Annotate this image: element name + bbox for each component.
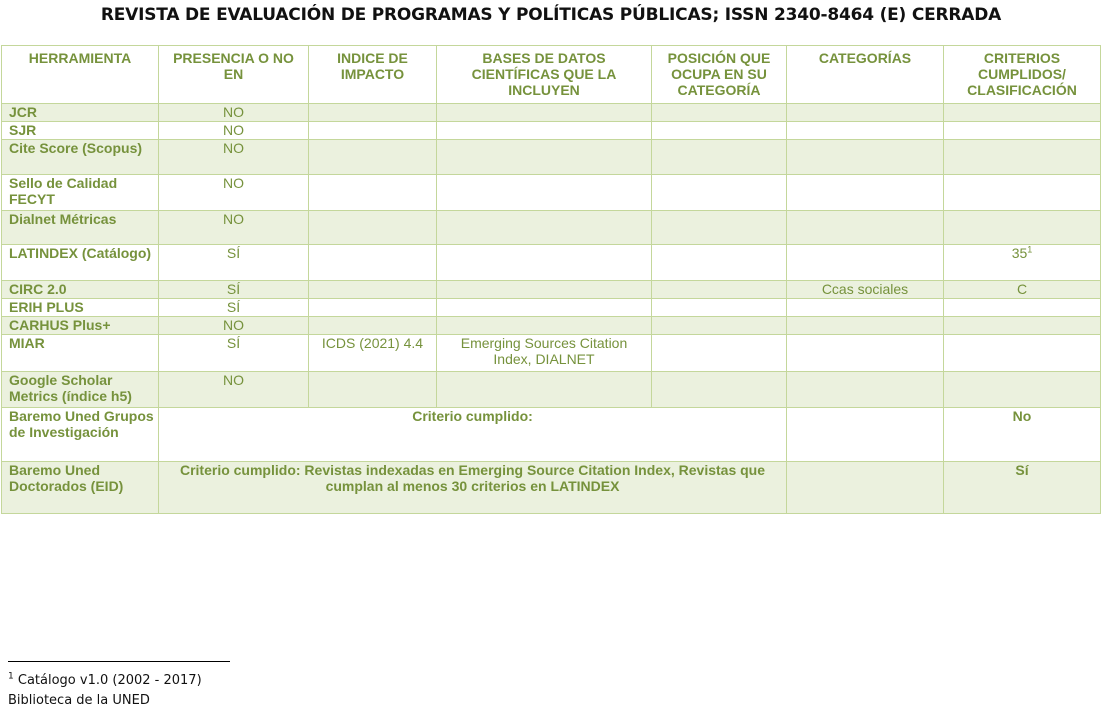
impact-cell: ICDS (2021) 4.4	[309, 335, 437, 372]
footnote-text: Catálogo v1.0 (2002 - 2017)	[17, 673, 202, 688]
categories-cell	[787, 372, 944, 408]
tool-cell: Baremo Uned Doctorados (EID)	[2, 462, 159, 514]
header-posicion: POSICIÓN QUE OCUPA EN SU CATEGORÍA	[652, 46, 787, 104]
impact-cell	[309, 140, 437, 175]
criteria-cell	[944, 140, 1101, 175]
impact-cell	[309, 299, 437, 317]
position-cell	[652, 372, 787, 408]
tool-cell: JCR	[2, 104, 159, 122]
table-row	[2, 211, 1101, 245]
result-cell: No	[944, 408, 1101, 462]
categories-cell	[787, 462, 944, 514]
tool-cell: Cite Score (Scopus)	[2, 140, 159, 175]
presence-cell: SÍ	[159, 299, 309, 317]
criteria-cell	[944, 335, 1101, 372]
table-row	[2, 140, 1101, 175]
position-cell	[652, 211, 787, 245]
table-row	[2, 104, 1101, 122]
tool-cell: CARHUS Plus+	[2, 317, 159, 335]
criteria-cell	[944, 299, 1101, 317]
tool-cell: Dialnet Métricas	[2, 211, 159, 245]
header-criterios: CRITERIOS CUMPLIDOS/ CLASIFICACIÓN	[944, 46, 1101, 104]
databases-cell	[437, 122, 652, 140]
criteria-cell	[944, 175, 1101, 211]
result-cell: Sí	[944, 462, 1101, 514]
presence-cell: SÍ	[159, 335, 309, 372]
tool-cell: SJR	[2, 122, 159, 140]
position-cell	[652, 299, 787, 317]
databases-cell	[437, 175, 652, 211]
header-presencia: PRESENCIA O NO EN	[159, 46, 309, 104]
impact-cell	[309, 245, 437, 281]
criteria-value: 35	[1011, 245, 1028, 261]
categories-cell	[787, 408, 944, 462]
table-row	[2, 281, 1101, 299]
table-row	[2, 317, 1101, 335]
categories-cell	[787, 140, 944, 175]
categories-cell: Ccas sociales	[787, 281, 944, 299]
presence-cell: NO	[159, 211, 309, 245]
categories-cell	[787, 122, 944, 140]
criteria-cell	[944, 104, 1101, 122]
criteria-cell	[944, 317, 1101, 335]
presence-cell: SÍ	[159, 281, 309, 299]
impact-cell	[309, 372, 437, 408]
tool-cell: Sello de Calidad FECYT	[2, 175, 159, 211]
tool-cell: ERIH PLUS	[2, 299, 159, 317]
databases-cell	[437, 104, 652, 122]
header-herramienta: HERRAMIENTA	[2, 46, 159, 104]
tool-cell: MIAR	[2, 335, 159, 372]
impact-cell	[309, 104, 437, 122]
impact-cell	[309, 211, 437, 245]
table-row	[2, 335, 1101, 372]
header-indice-impacto: INDICE DE IMPACTO	[309, 46, 437, 104]
presence-cell: NO	[159, 317, 309, 335]
table-row	[2, 245, 1101, 281]
footnote	[8, 673, 202, 688]
categories-cell	[787, 299, 944, 317]
databases-cell	[437, 140, 652, 175]
impact-cell	[309, 281, 437, 299]
criteria-cell	[944, 122, 1101, 140]
categories-cell	[787, 317, 944, 335]
baremo-row	[2, 408, 1101, 462]
footnote-marker: 1	[8, 671, 14, 682]
databases-cell: Emerging Sources Citation Index, DIALNET	[437, 335, 652, 372]
databases-cell	[437, 299, 652, 317]
databases-cell	[437, 245, 652, 281]
position-cell	[652, 175, 787, 211]
databases-cell	[437, 372, 652, 408]
databases-cell	[437, 281, 652, 299]
presence-cell: NO	[159, 140, 309, 175]
tool-cell: CIRC 2.0	[2, 281, 159, 299]
footnote-divider	[8, 661, 230, 662]
header-bases-datos: BASES DE DATOS CIENTÍFICAS QUE LA INCLUYEN	[437, 46, 652, 104]
document-title: REVISTA DE EVALUACIÓN DE PROGRAMAS Y POLÍTICAS PÚBLICAS; ISSN 2340-8464 (E) CERRADA	[100, 5, 1002, 25]
criterion-cell: Criterio cumplido:	[159, 408, 787, 462]
presence-cell: NO	[159, 175, 309, 211]
table-row	[2, 175, 1101, 211]
presence-cell: SÍ	[159, 245, 309, 281]
impact-cell	[309, 317, 437, 335]
position-cell	[652, 122, 787, 140]
evaluation-table	[1, 45, 1101, 514]
table-header-row	[2, 46, 1101, 104]
position-cell	[652, 281, 787, 299]
header-categorias: CATEGORÍAS	[787, 46, 944, 104]
tool-cell: LATINDEX (Catálogo)	[2, 245, 159, 281]
table-row	[2, 372, 1101, 408]
categories-cell	[787, 211, 944, 245]
categories-cell	[787, 335, 944, 372]
criteria-cell	[944, 372, 1101, 408]
presence-cell: NO	[159, 122, 309, 140]
databases-cell	[437, 317, 652, 335]
categories-cell	[787, 245, 944, 281]
presence-cell: NO	[159, 104, 309, 122]
position-cell	[652, 245, 787, 281]
criteria-cell	[944, 245, 1101, 281]
position-cell	[652, 140, 787, 175]
position-cell	[652, 104, 787, 122]
footer-organization: Biblioteca de la UNED	[8, 693, 150, 708]
criterion-cell: Criterio cumplido: Revistas indexadas en Emerging Source Citation Index, Revistas que cumplan al menos 30 criterios en LATINDEX	[159, 462, 787, 514]
footnote-ref: 1	[1027, 244, 1033, 255]
position-cell	[652, 317, 787, 335]
criteria-cell	[944, 211, 1101, 245]
table-row	[2, 122, 1101, 140]
databases-cell	[437, 211, 652, 245]
criteria-cell: C	[944, 281, 1101, 299]
impact-cell	[309, 175, 437, 211]
table-row	[2, 299, 1101, 317]
baremo-row	[2, 462, 1101, 514]
tool-cell: Google Scholar Metrics (índice h5)	[2, 372, 159, 408]
impact-cell	[309, 122, 437, 140]
tool-cell: Baremo Uned Grupos de Investigación	[2, 408, 159, 462]
categories-cell	[787, 175, 944, 211]
categories-cell	[787, 104, 944, 122]
position-cell	[652, 335, 787, 372]
presence-cell: NO	[159, 372, 309, 408]
